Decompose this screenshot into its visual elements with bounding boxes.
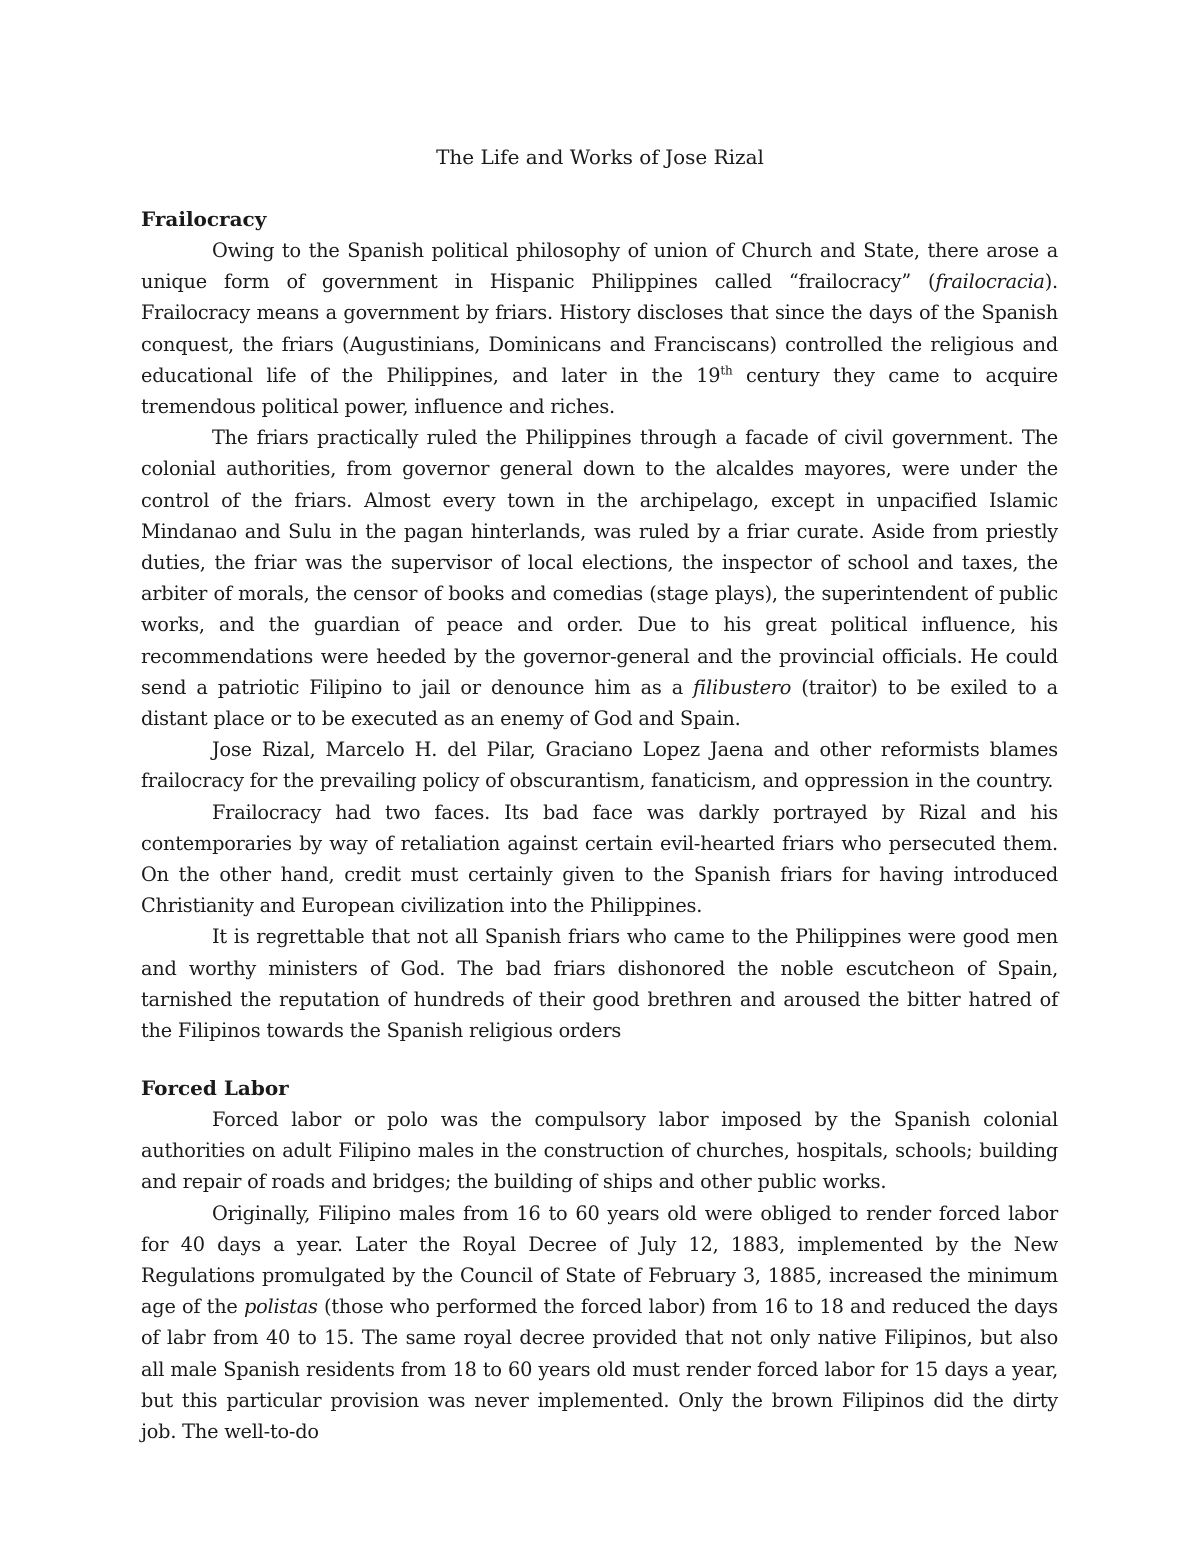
text-run: century they came to acquire tremendous political power, influence and riches.	[141, 363, 1058, 419]
text-run: (traitor) to be exiled to a distant place or to be executed as an enemy of God and Spain.	[141, 675, 1058, 731]
paragraph: Frailocracy had two faces. Its bad face was darkly portrayed by Rizal and his contemporaries by way of retaliation against certain evil-hearted friars who persecuted them. On the other hand, credit must certainly given to the Spanish friars for having introduced Christianity and European civilization into the Philippines.	[141, 800, 1058, 918]
paragraph: Jose Rizal, Marcelo H. del Pilar, Graciano Lopez Jaena and other reformists blames frailocracy for the prevailing policy of obscurantism, fanaticism, and oppression in the country.	[141, 738, 1058, 793]
text-run: (those who performed the forced labor) from 16 to 18 and reduced the days of labr from 40 to 15. The same royal decree provided that not only native Filipinos, but also all male Spanish residents from 18 to 60 years old must render forced labor for 15 days a year, but this particular provision was never implemented. Only the brown Filipinos did the dirty job. The well-to-do	[141, 1295, 1058, 1444]
italic-term: polistas	[243, 1295, 318, 1319]
paragraph	[141, 1198, 1058, 1448]
section-heading-frailocracy: Frailocracy	[141, 207, 267, 231]
italic-term: filibustero	[693, 675, 792, 699]
text-run: ). Frailocracy means a government by friars. History discloses that since the days of the Spanish conquest, the friars (Augustinians, Dominicans and Franciscans) controlled the religious and educational life of the Philippines, and later in the 19	[141, 270, 1058, 387]
text-run: The friars practically ruled the Philippines through a facade of civil government. The colonial authorities, from governor general down to the alcaldes mayores, were under the control of the friars. Almost every town in the archipelago, except in unpacified Islamic Mindanao and Sulu in the pagan hinterlands, was ruled by a friar curate. Aside from priestly duties, the friar was the supervisor of local elections, the inspector of school and taxes, the arbiter of morals, the censor of books and comedias (stage plays), the superintendent of public works, and the guardian of peace and order. Due to his great political influence, his recommendations were heeded by the governor-general and the provincial officials. He could send a patriotic Filipino to jail or denounce him as a	[141, 426, 1058, 699]
section-frailocracy	[141, 204, 1058, 1046]
section-heading-forced-labor: Forced Labor	[141, 1076, 289, 1100]
paragraph: Forced labor or polo was the compulsory labor imposed by the Spanish colonial authorities on adult Filipino males in the construction of churches, hospitals, schools; building and repair of roads and bridges; the building of ships and other public works.	[141, 1108, 1058, 1194]
paragraph	[141, 235, 1058, 422]
italic-term: frailocracia	[935, 270, 1045, 294]
document-title: The Life and Works of Jose Rizal	[436, 145, 764, 169]
paragraph: It is regrettable that not all Spanish friars who came to the Philippines were good men and worthy ministers of God. The bad friars dishonored the noble escutcheon of Spain, tarnished the reputation of hundreds of their good brethren and aroused the bitter hatred of the Filipinos towards the Spanish religious orders	[141, 925, 1058, 1043]
paragraph	[141, 422, 1058, 734]
section-forced-labor	[141, 1073, 1058, 1447]
text-run: Originally, Filipino males from 16 to 60 years old were obliged to render forced labor for 40 days a year. Later the Royal Decree of July 12, 1883, implemented by the New Regulations promulgated by the Council of State of February 3, 1885, increased the minimum age of the	[141, 1201, 1058, 1319]
superscript: th	[720, 363, 733, 378]
text-run: Owing to the Spanish political philosophy of union of Church and State, there arose a unique form of government in Hispanic Philippines called “frailocracy” (	[141, 239, 1058, 294]
